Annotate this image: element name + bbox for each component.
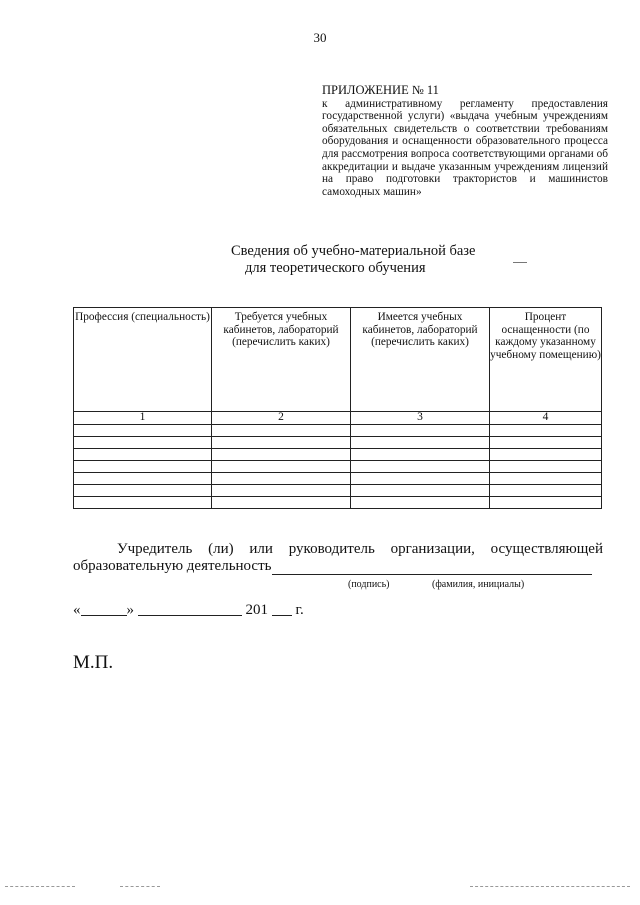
stamp-placeholder: М.П.	[73, 652, 114, 673]
appendix-block	[322, 84, 608, 198]
scan-edge-mark	[120, 886, 160, 887]
form-heading-line1: Сведения об учебно-материальной базе	[231, 243, 476, 259]
signature-word: организации,	[390, 541, 475, 557]
table-row	[74, 497, 602, 509]
name-hint: (фамилия, инициалы)	[432, 579, 525, 590]
signature-word: осуществляющей	[490, 541, 603, 557]
table-cell[interactable]	[74, 473, 212, 485]
column-number-row	[74, 412, 602, 425]
table-cell[interactable]	[212, 449, 351, 461]
signature-statement-line2: образовательную деятельность	[73, 558, 272, 574]
signature-word: Учредитель	[117, 541, 193, 557]
column-header-equipment-percent: Процент оснащенности (по каждому указанному учебному помещению)	[490, 308, 602, 412]
table-cell[interactable]	[351, 425, 490, 437]
table-cell[interactable]	[351, 449, 490, 461]
table-cell[interactable]	[490, 425, 602, 437]
table-row	[74, 473, 602, 485]
date-close-quote: »	[126, 602, 134, 618]
table-cell[interactable]	[490, 449, 602, 461]
signature-word: или	[249, 541, 273, 557]
table-cell[interactable]	[74, 437, 212, 449]
table-cell[interactable]	[490, 485, 602, 497]
table-cell[interactable]	[490, 497, 602, 509]
column-header-existing-rooms: Имеется учебных кабинетов, лабораторий (перечислить каких)	[351, 308, 490, 412]
signature-word: (ли)	[208, 541, 234, 557]
table-cell[interactable]	[74, 461, 212, 473]
table-cell[interactable]	[212, 485, 351, 497]
table-cell[interactable]	[490, 461, 602, 473]
table-cell[interactable]	[212, 425, 351, 437]
day-field[interactable]	[81, 601, 127, 616]
table-cell[interactable]	[490, 473, 602, 485]
table-cell[interactable]	[212, 473, 351, 485]
signature-field[interactable]	[272, 574, 592, 575]
signature-word: руководитель	[288, 541, 375, 557]
year-suffix: г.	[295, 602, 304, 618]
signature-hint: (подпись)	[348, 579, 390, 590]
table-cell[interactable]	[74, 497, 212, 509]
page-number: 30	[313, 30, 327, 45]
month-field[interactable]	[138, 601, 242, 616]
table-cell[interactable]	[351, 473, 490, 485]
form-heading-line2: для теоретического обучения	[245, 260, 426, 276]
table-header-row	[74, 308, 602, 412]
column-number: 1	[74, 412, 212, 425]
table-row	[74, 437, 602, 449]
column-number: 3	[351, 412, 490, 425]
year-prefix: 201	[245, 602, 268, 618]
date-open-quote: «	[73, 602, 81, 618]
column-header-required-rooms: Требуется учебных кабинетов, лабораторий (перечислить каких)	[212, 308, 351, 412]
column-number: 2	[212, 412, 351, 425]
table-row	[74, 461, 602, 473]
scan-edge-mark	[470, 886, 630, 887]
year-field[interactable]	[272, 601, 292, 616]
column-number: 4	[490, 412, 602, 425]
table-row	[74, 449, 602, 461]
material-base-table	[73, 307, 602, 509]
table-cell[interactable]	[74, 485, 212, 497]
table-cell[interactable]	[351, 485, 490, 497]
table-cell[interactable]	[74, 449, 212, 461]
appendix-title: ПРИЛОЖЕНИЕ № 11	[322, 83, 439, 97]
table-cell[interactable]	[74, 425, 212, 437]
table-cell[interactable]	[351, 437, 490, 449]
table-row	[74, 485, 602, 497]
table-cell[interactable]	[212, 461, 351, 473]
table-row	[74, 425, 602, 437]
table-cell[interactable]	[490, 437, 602, 449]
signature-statement	[117, 541, 603, 558]
table-cell[interactable]	[212, 497, 351, 509]
scan-mark	[513, 262, 527, 264]
date-line	[73, 601, 304, 619]
table-cell[interactable]	[212, 437, 351, 449]
table-cell[interactable]	[351, 497, 490, 509]
appendix-text: к административному регламенту предоставления государственной услуги) «выдача учебным учреждениям обязательных свидетельств о соответствии требованиям оборудования и оснащенности образовательного процесса для рассмотрения вопроса соответствующими органами об аккредитации и выдаче указанным учреждениям лицензий на право подготовки трактористов и машинистов самоходных машин»	[322, 97, 608, 198]
column-header-profession: Профессия (специальность)	[74, 308, 212, 412]
scan-edge-mark	[5, 886, 75, 887]
table-cell[interactable]	[351, 461, 490, 473]
